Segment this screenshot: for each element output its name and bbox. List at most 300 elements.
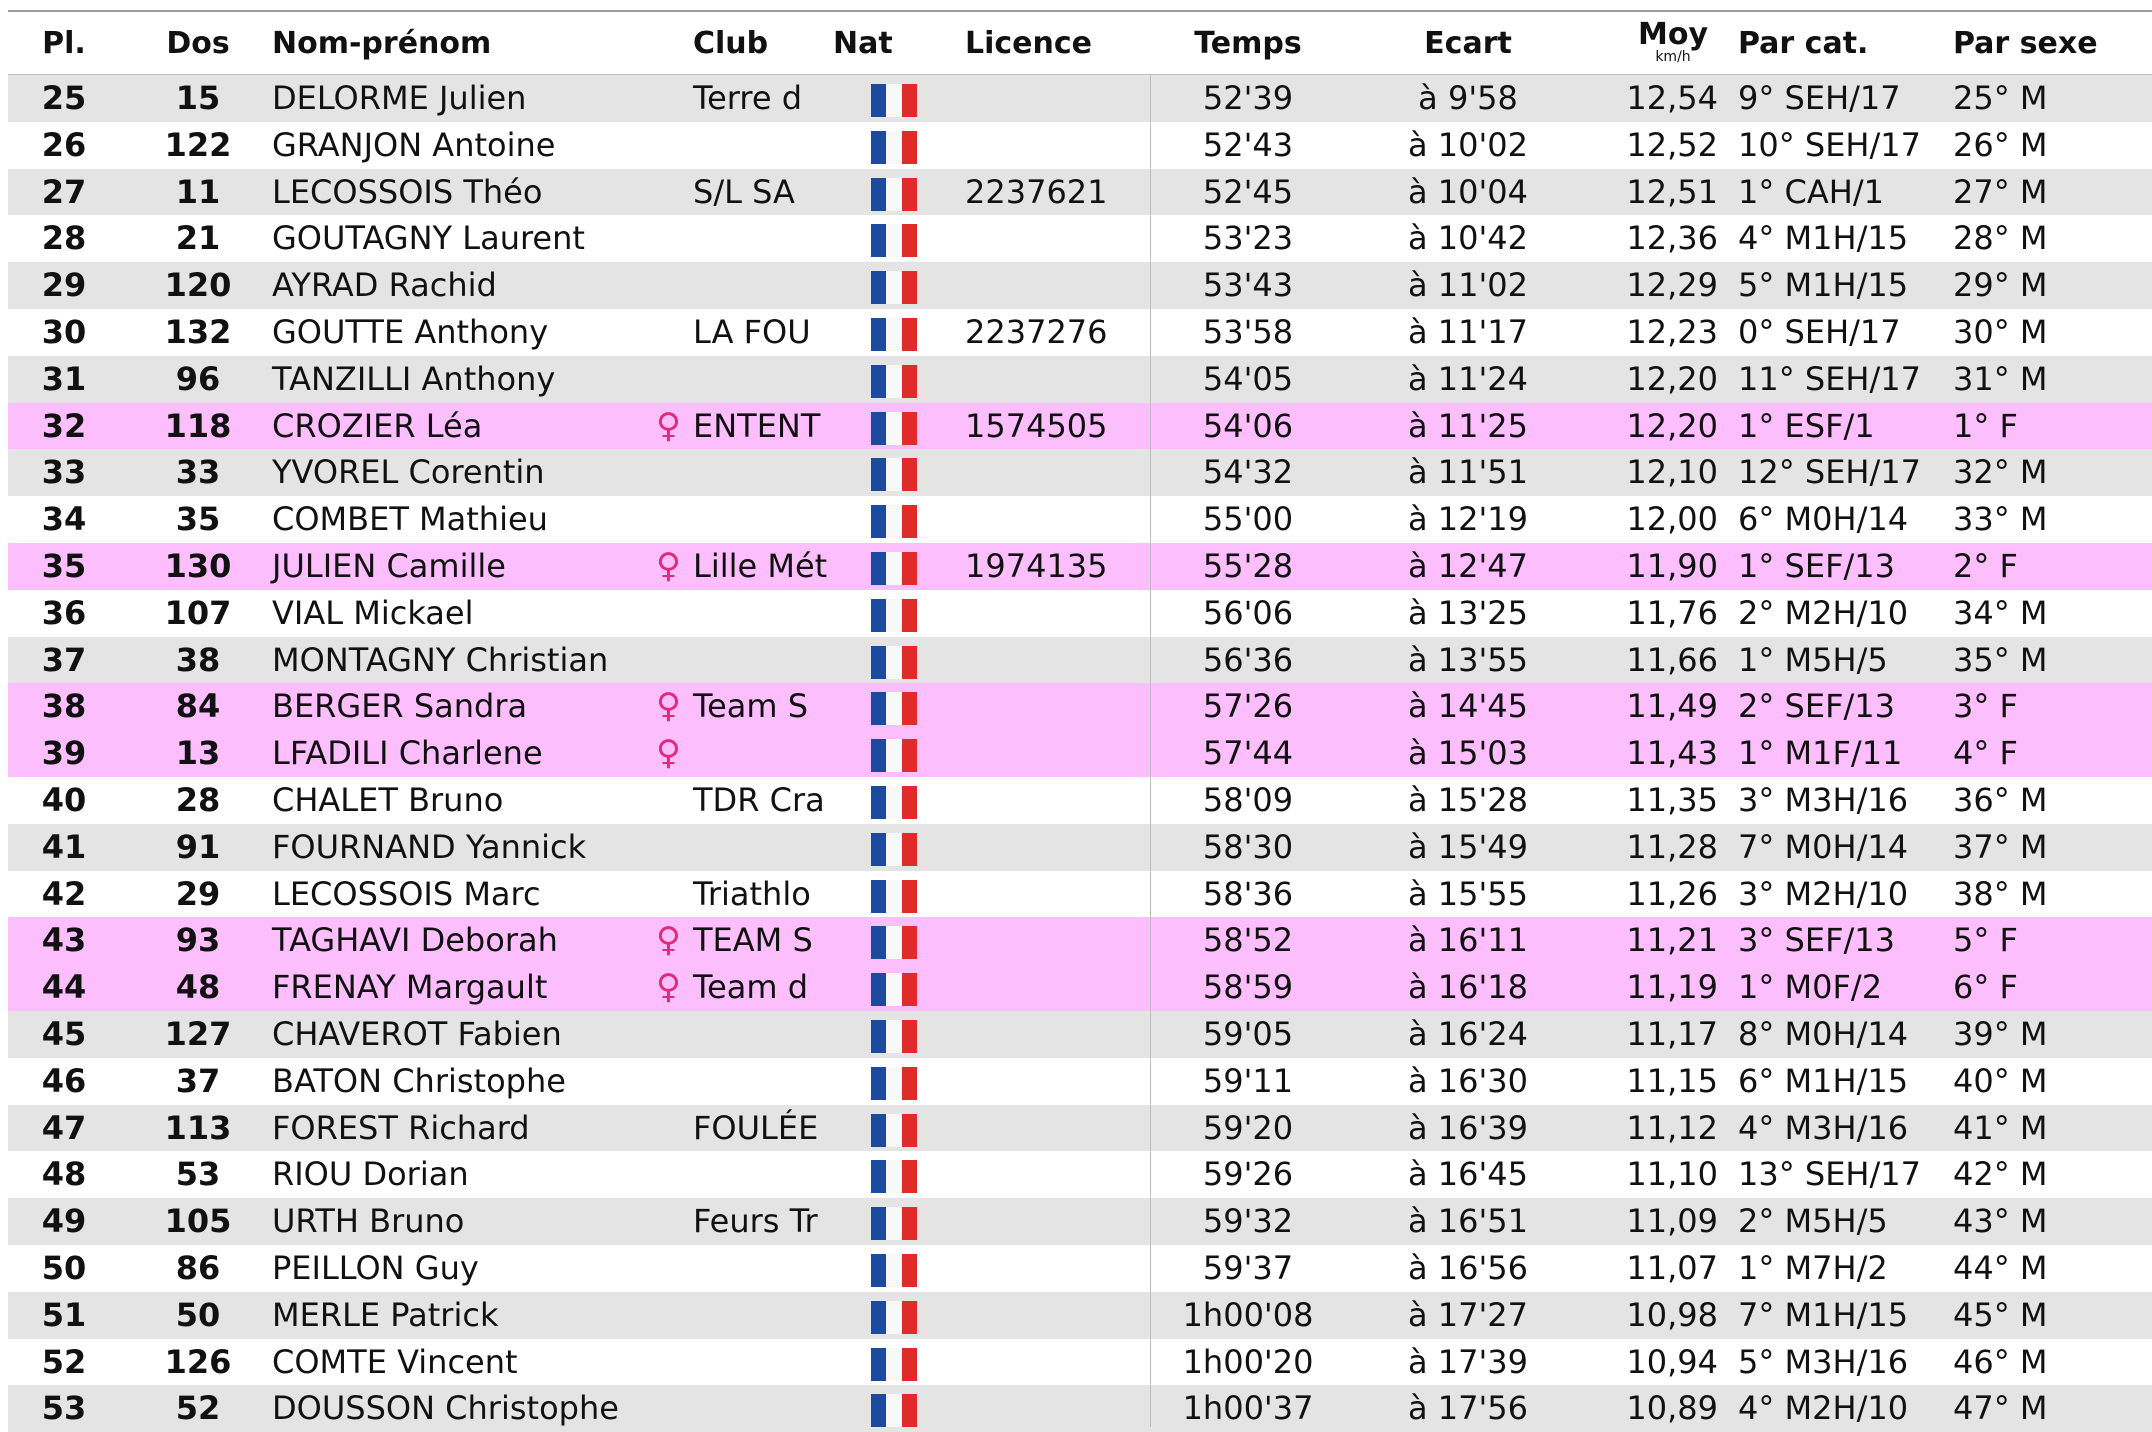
venus-icon: ♀ bbox=[656, 920, 681, 961]
cell-temps: 1h00'08 bbox=[1182, 1295, 1314, 1334]
cell-ecart: à 10'02 bbox=[1407, 125, 1528, 164]
cell-par-cat: 8° M0H/14 bbox=[1738, 1015, 1909, 1053]
cell-moy: 11,49 bbox=[1626, 687, 1718, 726]
table-row[interactable] bbox=[8, 122, 2152, 169]
cell-place: 28 bbox=[41, 219, 87, 258]
cell-club bbox=[693, 496, 833, 543]
cell-place: 45 bbox=[41, 1015, 87, 1053]
cell-par-sexe: 46° M bbox=[1953, 1342, 2048, 1381]
cell-licence bbox=[965, 1151, 1125, 1198]
cell-par-sexe: 34° M bbox=[1953, 593, 2048, 632]
cell-club bbox=[693, 215, 833, 262]
cell-ecart: à 11'02 bbox=[1407, 266, 1528, 305]
cell-nom: GOUTTE Anthony bbox=[272, 313, 549, 351]
cell-dossard: 96 bbox=[175, 359, 221, 398]
cell-ecart: à 11'24 bbox=[1407, 359, 1528, 398]
venus-icon: ♀ bbox=[656, 546, 681, 586]
cell-ecart: à 12'47 bbox=[1407, 547, 1528, 585]
cell-licence bbox=[965, 496, 1125, 543]
cell-club bbox=[693, 1011, 833, 1058]
cell-dossard: 113 bbox=[164, 1108, 232, 1147]
cell-place: 25 bbox=[41, 79, 87, 117]
france-flag-icon bbox=[871, 1348, 917, 1381]
cell-moy: 12,20 bbox=[1626, 359, 1718, 398]
cell-dossard: 35 bbox=[175, 500, 221, 539]
france-flag-icon bbox=[871, 786, 917, 819]
table-row[interactable] bbox=[8, 1105, 2152, 1152]
table-row[interactable] bbox=[8, 75, 2152, 122]
table-row[interactable] bbox=[8, 1011, 2152, 1058]
cell-ecart: à 16'11 bbox=[1407, 921, 1528, 960]
cell-par-sexe: 5° F bbox=[1953, 921, 2018, 960]
cell-ecart: à 13'25 bbox=[1407, 593, 1528, 632]
cell-temps: 53'23 bbox=[1202, 219, 1294, 258]
cell-place: 27 bbox=[41, 172, 87, 211]
cell-place: 52 bbox=[41, 1342, 87, 1381]
cell-moy: 11,15 bbox=[1626, 1061, 1718, 1100]
cell-nom: RIOU Dorian bbox=[272, 1155, 469, 1194]
cell-ecart: à 13'55 bbox=[1407, 640, 1528, 679]
cell-licence: 1574505 bbox=[965, 406, 1108, 445]
cell-par-sexe: 31° M bbox=[1953, 359, 2048, 398]
cell-par-cat: 4° M1H/15 bbox=[1738, 219, 1909, 258]
cell-place: 34 bbox=[41, 500, 87, 539]
header-par-sexe[interactable]: Par sexe bbox=[1953, 26, 2098, 61]
cell-moy: 11,66 bbox=[1626, 640, 1718, 679]
cell-temps: 1h00'20 bbox=[1182, 1342, 1314, 1381]
cell-licence bbox=[965, 122, 1125, 169]
cell-temps: 1h00'37 bbox=[1182, 1389, 1314, 1428]
cell-licence bbox=[965, 1245, 1125, 1292]
cell-ecart: à 17'56 bbox=[1407, 1389, 1528, 1428]
cell-par-cat: 11° SEH/17 bbox=[1738, 359, 1921, 398]
france-flag-icon bbox=[871, 1254, 917, 1287]
france-flag-icon bbox=[871, 224, 917, 257]
cell-temps: 55'28 bbox=[1202, 547, 1294, 585]
cell-par-cat: 0° SEH/17 bbox=[1738, 313, 1901, 351]
table-row[interactable] bbox=[8, 1339, 2152, 1386]
cell-par-sexe: 37° M bbox=[1953, 827, 2048, 866]
cell-ecart: à 10'04 bbox=[1407, 172, 1528, 211]
france-flag-icon bbox=[871, 84, 917, 117]
cell-nom: COMTE Vincent bbox=[272, 1342, 518, 1381]
cell-moy: 11,19 bbox=[1626, 968, 1718, 1007]
cell-dossard: 91 bbox=[175, 827, 221, 866]
table-row[interactable] bbox=[8, 215, 2152, 262]
cell-dossard: 84 bbox=[175, 687, 221, 726]
table-row[interactable] bbox=[8, 871, 2152, 918]
table-row[interactable] bbox=[8, 1245, 2152, 1292]
cell-par-sexe: 1° F bbox=[1953, 406, 2018, 445]
cell-temps: 54'32 bbox=[1202, 453, 1294, 492]
table-row[interactable] bbox=[8, 356, 2152, 403]
cell-licence bbox=[965, 215, 1125, 262]
cell-nom: CHAVEROT Fabien bbox=[272, 1015, 562, 1053]
cell-club bbox=[693, 356, 833, 403]
cell-dossard: 48 bbox=[175, 968, 221, 1007]
france-flag-icon bbox=[871, 926, 917, 959]
cell-nom: TAGHAVI Deborah bbox=[272, 921, 558, 960]
cell-dossard: 38 bbox=[175, 640, 221, 679]
cell-moy: 11,21 bbox=[1626, 921, 1718, 960]
header-dossard[interactable]: Dos bbox=[166, 26, 230, 61]
cell-moy: 12,52 bbox=[1626, 125, 1718, 164]
cell-ecart: à 16'51 bbox=[1407, 1202, 1528, 1241]
cell-place: 37 bbox=[41, 640, 87, 679]
cell-par-cat: 1° SEF/13 bbox=[1738, 547, 1895, 585]
column-divider bbox=[1150, 75, 1151, 1427]
cell-par-sexe: 38° M bbox=[1953, 874, 2048, 913]
cell-nom: FOREST Richard bbox=[272, 1108, 530, 1147]
cell-nom: JULIEN Camille bbox=[272, 547, 506, 585]
cell-nom: YVOREL Corentin bbox=[272, 453, 545, 492]
cell-par-cat: 1° M5H/5 bbox=[1738, 640, 1888, 679]
cell-club bbox=[693, 1058, 833, 1105]
cell-moy: 11,17 bbox=[1626, 1015, 1718, 1053]
venus-icon: ♀ bbox=[656, 686, 681, 727]
cell-nom: LFADILI Charlene bbox=[272, 734, 543, 773]
table-row[interactable] bbox=[8, 590, 2152, 637]
cell-dossard: 53 bbox=[175, 1155, 221, 1194]
cell-temps: 59'32 bbox=[1202, 1202, 1294, 1241]
france-flag-icon bbox=[871, 692, 917, 725]
cell-dossard: 127 bbox=[164, 1015, 232, 1053]
france-flag-icon bbox=[871, 646, 917, 679]
france-flag-icon bbox=[871, 833, 917, 866]
cell-place: 26 bbox=[41, 125, 87, 164]
cell-moy: 11,10 bbox=[1626, 1155, 1718, 1194]
cell-par-cat: 3° M3H/16 bbox=[1738, 781, 1909, 819]
cell-club: Terre d bbox=[693, 79, 803, 117]
header-moy-label: Moy bbox=[1637, 17, 1709, 52]
cell-licence bbox=[965, 777, 1125, 824]
top-rule bbox=[8, 10, 2152, 12]
france-flag-icon bbox=[871, 1160, 917, 1193]
cell-par-sexe: 30° M bbox=[1953, 313, 2048, 351]
cell-ecart: à 15'49 bbox=[1407, 827, 1528, 866]
cell-place: 47 bbox=[41, 1108, 87, 1147]
table-row[interactable] bbox=[8, 964, 2152, 1011]
table-row[interactable] bbox=[8, 777, 2152, 824]
cell-place: 35 bbox=[41, 547, 87, 585]
cell-club bbox=[693, 1245, 833, 1292]
table-row[interactable] bbox=[8, 309, 2152, 356]
cell-licence bbox=[965, 964, 1125, 1011]
cell-par-cat: 4° M2H/10 bbox=[1738, 1389, 1909, 1428]
cell-temps: 53'58 bbox=[1202, 313, 1294, 351]
cell-nom: GRANJON Antoine bbox=[272, 125, 556, 164]
cell-par-cat: 1° M7H/2 bbox=[1738, 1249, 1888, 1287]
header-moy[interactable] bbox=[1618, 14, 1728, 74]
cell-dossard: 50 bbox=[175, 1295, 221, 1334]
cell-moy: 11,76 bbox=[1626, 593, 1718, 632]
cell-par-sexe: 44° M bbox=[1953, 1249, 2048, 1287]
cell-par-sexe: 32° M bbox=[1953, 453, 2048, 492]
cell-par-cat: 7° M1H/15 bbox=[1738, 1295, 1909, 1334]
cell-par-sexe: 35° M bbox=[1953, 640, 2048, 679]
cell-licence bbox=[965, 356, 1125, 403]
cell-par-cat: 4° M3H/16 bbox=[1738, 1108, 1909, 1147]
cell-par-cat: 1° M0F/2 bbox=[1738, 968, 1883, 1007]
cell-club bbox=[693, 449, 833, 496]
cell-licence bbox=[965, 637, 1125, 684]
cell-moy: 12,23 bbox=[1626, 313, 1718, 351]
cell-par-cat: 5° M1H/15 bbox=[1738, 266, 1909, 305]
cell-par-cat: 6° M0H/14 bbox=[1738, 500, 1909, 539]
cell-par-sexe: 26° M bbox=[1953, 125, 2048, 164]
cell-temps: 57'26 bbox=[1202, 687, 1294, 726]
table-row[interactable] bbox=[8, 169, 2152, 216]
table-row[interactable] bbox=[8, 683, 2152, 730]
cell-nom: COMBET Mathieu bbox=[272, 500, 548, 539]
france-flag-icon bbox=[871, 973, 917, 1006]
cell-par-sexe: 42° M bbox=[1953, 1155, 2048, 1194]
table-row[interactable] bbox=[8, 543, 2152, 590]
cell-licence bbox=[965, 1058, 1125, 1105]
france-flag-icon bbox=[871, 365, 917, 398]
cell-temps: 57'44 bbox=[1202, 734, 1294, 773]
cell-club: Team d bbox=[693, 968, 809, 1007]
cell-place: 29 bbox=[41, 266, 87, 305]
cell-dossard: 21 bbox=[175, 219, 221, 258]
cell-temps: 54'06 bbox=[1202, 406, 1294, 445]
header-licence[interactable]: Licence bbox=[965, 26, 1093, 61]
cell-temps: 58'30 bbox=[1202, 827, 1294, 866]
header-club[interactable]: Club bbox=[693, 26, 769, 61]
table-row[interactable] bbox=[8, 262, 2152, 309]
cell-par-cat: 1° ESF/1 bbox=[1738, 406, 1875, 445]
cell-moy: 12,54 bbox=[1626, 79, 1718, 117]
cell-place: 41 bbox=[41, 827, 87, 866]
france-flag-icon bbox=[871, 552, 917, 585]
cell-par-sexe: 29° M bbox=[1953, 266, 2048, 305]
cell-temps: 59'20 bbox=[1202, 1108, 1294, 1147]
cell-par-sexe: 2° F bbox=[1953, 547, 2018, 585]
table-row[interactable] bbox=[8, 730, 2152, 777]
cell-temps: 52'39 bbox=[1202, 79, 1294, 117]
cell-place: 38 bbox=[41, 687, 87, 726]
cell-place: 44 bbox=[41, 968, 87, 1007]
cell-par-sexe: 47° M bbox=[1953, 1389, 2048, 1428]
cell-licence bbox=[965, 871, 1125, 918]
cell-temps: 59'05 bbox=[1202, 1015, 1294, 1053]
cell-nom: CHALET Bruno bbox=[272, 781, 504, 819]
cell-dossard: 33 bbox=[175, 453, 221, 492]
cell-club bbox=[693, 1339, 833, 1386]
cell-moy: 11,43 bbox=[1626, 734, 1718, 773]
cell-ecart: à 9'58 bbox=[1418, 79, 1518, 117]
cell-licence bbox=[965, 730, 1125, 777]
cell-dossard: 93 bbox=[175, 921, 221, 960]
header-temps[interactable]: Temps bbox=[1194, 26, 1302, 61]
table-row[interactable] bbox=[8, 1151, 2152, 1198]
cell-club: LA FOU bbox=[693, 313, 811, 351]
cell-par-cat: 13° SEH/17 bbox=[1738, 1155, 1921, 1194]
cell-ecart: à 15'28 bbox=[1407, 781, 1528, 819]
cell-place: 32 bbox=[41, 406, 87, 445]
cell-ecart: à 12'19 bbox=[1407, 500, 1528, 539]
cell-nom: DELORME Julien bbox=[272, 79, 527, 117]
cell-moy: 11,12 bbox=[1626, 1108, 1718, 1147]
cell-dossard: 13 bbox=[175, 734, 221, 773]
cell-licence bbox=[965, 1105, 1125, 1152]
cell-club bbox=[693, 730, 833, 777]
header-nom[interactable]: Nom-prénom bbox=[272, 26, 492, 61]
france-flag-icon bbox=[871, 178, 917, 211]
cell-moy: 12,29 bbox=[1626, 266, 1718, 305]
cell-par-sexe: 39° M bbox=[1953, 1015, 2048, 1053]
table-row[interactable] bbox=[8, 1058, 2152, 1105]
cell-nom: LECOSSOIS Marc bbox=[272, 874, 541, 913]
header-ecart[interactable]: Ecart bbox=[1424, 26, 1512, 61]
cell-ecart: à 17'39 bbox=[1407, 1342, 1528, 1381]
cell-ecart: à 11'17 bbox=[1407, 313, 1528, 351]
cell-par-cat: 2° M5H/5 bbox=[1738, 1202, 1888, 1241]
cell-nom: AYRAD Rachid bbox=[272, 266, 497, 305]
cell-par-cat: 5° M3H/16 bbox=[1738, 1342, 1909, 1381]
header-par-cat[interactable]: Par cat. bbox=[1738, 26, 1869, 61]
cell-club bbox=[693, 1385, 833, 1432]
cell-ecart: à 16'24 bbox=[1407, 1015, 1528, 1053]
france-flag-icon bbox=[871, 1067, 917, 1100]
cell-place: 42 bbox=[41, 874, 87, 913]
cell-par-sexe: 6° F bbox=[1953, 968, 2018, 1007]
header-nat[interactable]: Nat bbox=[833, 26, 893, 61]
table-row[interactable] bbox=[8, 1198, 2152, 1245]
cell-place: 39 bbox=[41, 734, 87, 773]
france-flag-icon bbox=[871, 1301, 917, 1334]
header-moy-unit: km/h bbox=[1655, 49, 1691, 65]
cell-nom: MERLE Patrick bbox=[272, 1295, 499, 1334]
cell-nom: MONTAGNY Christian bbox=[272, 640, 609, 679]
cell-club: FOULÉE bbox=[693, 1108, 819, 1147]
cell-nom: GOUTAGNY Laurent bbox=[272, 219, 585, 258]
cell-dossard: 126 bbox=[164, 1342, 232, 1381]
table-header bbox=[8, 14, 2152, 75]
cell-licence bbox=[965, 449, 1125, 496]
cell-dossard: 37 bbox=[175, 1061, 221, 1100]
table-row[interactable] bbox=[8, 1292, 2152, 1339]
cell-temps: 58'36 bbox=[1202, 874, 1294, 913]
cell-temps: 52'43 bbox=[1202, 125, 1294, 164]
cell-temps: 59'26 bbox=[1202, 1155, 1294, 1194]
table-row[interactable] bbox=[8, 496, 2152, 543]
cell-dossard: 28 bbox=[175, 781, 221, 819]
cell-place: 48 bbox=[41, 1155, 87, 1194]
cell-dossard: 29 bbox=[175, 874, 221, 913]
cell-ecart: à 16'39 bbox=[1407, 1108, 1528, 1147]
table-row[interactable] bbox=[8, 637, 2152, 684]
cell-par-sexe: 45° M bbox=[1953, 1295, 2048, 1334]
cell-ecart: à 11'25 bbox=[1407, 406, 1528, 445]
cell-club bbox=[693, 1151, 833, 1198]
cell-par-sexe: 41° M bbox=[1953, 1108, 2048, 1147]
cell-nom: TANZILLI Anthony bbox=[272, 359, 556, 398]
cell-ecart: à 16'30 bbox=[1407, 1061, 1528, 1100]
cell-licence bbox=[965, 1339, 1125, 1386]
table-row[interactable] bbox=[8, 403, 2152, 450]
cell-licence bbox=[965, 75, 1125, 122]
cell-nom: PEILLON Guy bbox=[272, 1249, 479, 1287]
cell-temps: 54'05 bbox=[1202, 359, 1294, 398]
cell-nom: DOUSSON Christophe bbox=[272, 1389, 619, 1428]
france-flag-icon bbox=[871, 739, 917, 772]
cell-par-sexe: 36° M bbox=[1953, 781, 2048, 819]
table-row[interactable] bbox=[8, 1385, 2152, 1432]
cell-temps: 58'59 bbox=[1202, 968, 1294, 1007]
table-row[interactable] bbox=[8, 917, 2152, 964]
cell-nom: FOURNAND Yannick bbox=[272, 827, 587, 866]
france-flag-icon bbox=[871, 880, 917, 913]
cell-dossard: 52 bbox=[175, 1389, 221, 1428]
cell-club bbox=[693, 590, 833, 637]
cell-dossard: 132 bbox=[164, 313, 232, 351]
cell-ecart: à 16'56 bbox=[1407, 1249, 1528, 1287]
cell-par-sexe: 25° M bbox=[1953, 79, 2048, 117]
france-flag-icon bbox=[871, 318, 917, 351]
cell-par-cat: 9° SEH/17 bbox=[1738, 79, 1901, 117]
cell-club: TEAM S bbox=[693, 921, 813, 960]
cell-par-sexe: 33° M bbox=[1953, 500, 2048, 539]
france-flag-icon bbox=[871, 458, 917, 491]
cell-dossard: 120 bbox=[164, 266, 232, 305]
cell-club: TDR Cra bbox=[693, 781, 825, 819]
venus-icon: ♀ bbox=[656, 967, 681, 1008]
cell-nom: BATON Christophe bbox=[272, 1061, 566, 1100]
table-row[interactable] bbox=[8, 449, 2152, 496]
cell-par-sexe: 3° F bbox=[1953, 687, 2018, 726]
cell-moy: 10,98 bbox=[1626, 1295, 1718, 1334]
cell-moy: 12,10 bbox=[1626, 453, 1718, 492]
cell-licence bbox=[965, 917, 1125, 964]
cell-par-cat: 3° M2H/10 bbox=[1738, 874, 1909, 913]
cell-temps: 59'37 bbox=[1202, 1249, 1294, 1287]
france-flag-icon bbox=[871, 1020, 917, 1053]
cell-par-sexe: 27° M bbox=[1953, 172, 2048, 211]
table-row[interactable] bbox=[8, 824, 2152, 871]
venus-icon: ♀ bbox=[656, 733, 681, 774]
cell-par-cat: 2° M2H/10 bbox=[1738, 593, 1909, 632]
cell-temps: 58'09 bbox=[1202, 781, 1294, 819]
cell-temps: 55'00 bbox=[1202, 500, 1294, 539]
cell-par-cat: 1° M1F/11 bbox=[1738, 734, 1903, 773]
cell-licence bbox=[965, 590, 1125, 637]
cell-place: 30 bbox=[41, 313, 87, 351]
cell-moy: 12,00 bbox=[1626, 500, 1718, 539]
cell-licence bbox=[965, 1385, 1125, 1432]
cell-par-sexe: 43° M bbox=[1953, 1202, 2048, 1241]
cell-place: 53 bbox=[41, 1389, 87, 1428]
cell-licence: 1974135 bbox=[965, 547, 1108, 585]
cell-dossard: 130 bbox=[164, 547, 232, 585]
france-flag-icon bbox=[871, 1207, 917, 1240]
cell-nom: URTH Bruno bbox=[272, 1202, 465, 1241]
cell-licence bbox=[965, 1011, 1125, 1058]
cell-par-cat: 6° M1H/15 bbox=[1738, 1061, 1909, 1100]
cell-temps: 56'36 bbox=[1202, 640, 1294, 679]
cell-moy: 11,09 bbox=[1626, 1202, 1718, 1241]
france-flag-icon bbox=[871, 1114, 917, 1147]
cell-dossard: 118 bbox=[164, 406, 232, 445]
cell-dossard: 105 bbox=[164, 1202, 232, 1241]
cell-moy: 12,51 bbox=[1626, 172, 1718, 211]
cell-dossard: 122 bbox=[164, 125, 232, 164]
header-place[interactable]: Pl. bbox=[42, 26, 86, 61]
cell-par-sexe: 28° M bbox=[1953, 219, 2048, 258]
cell-dossard: 107 bbox=[164, 593, 232, 632]
cell-licence: 2237276 bbox=[965, 313, 1108, 351]
cell-par-cat: 10° SEH/17 bbox=[1738, 125, 1921, 164]
